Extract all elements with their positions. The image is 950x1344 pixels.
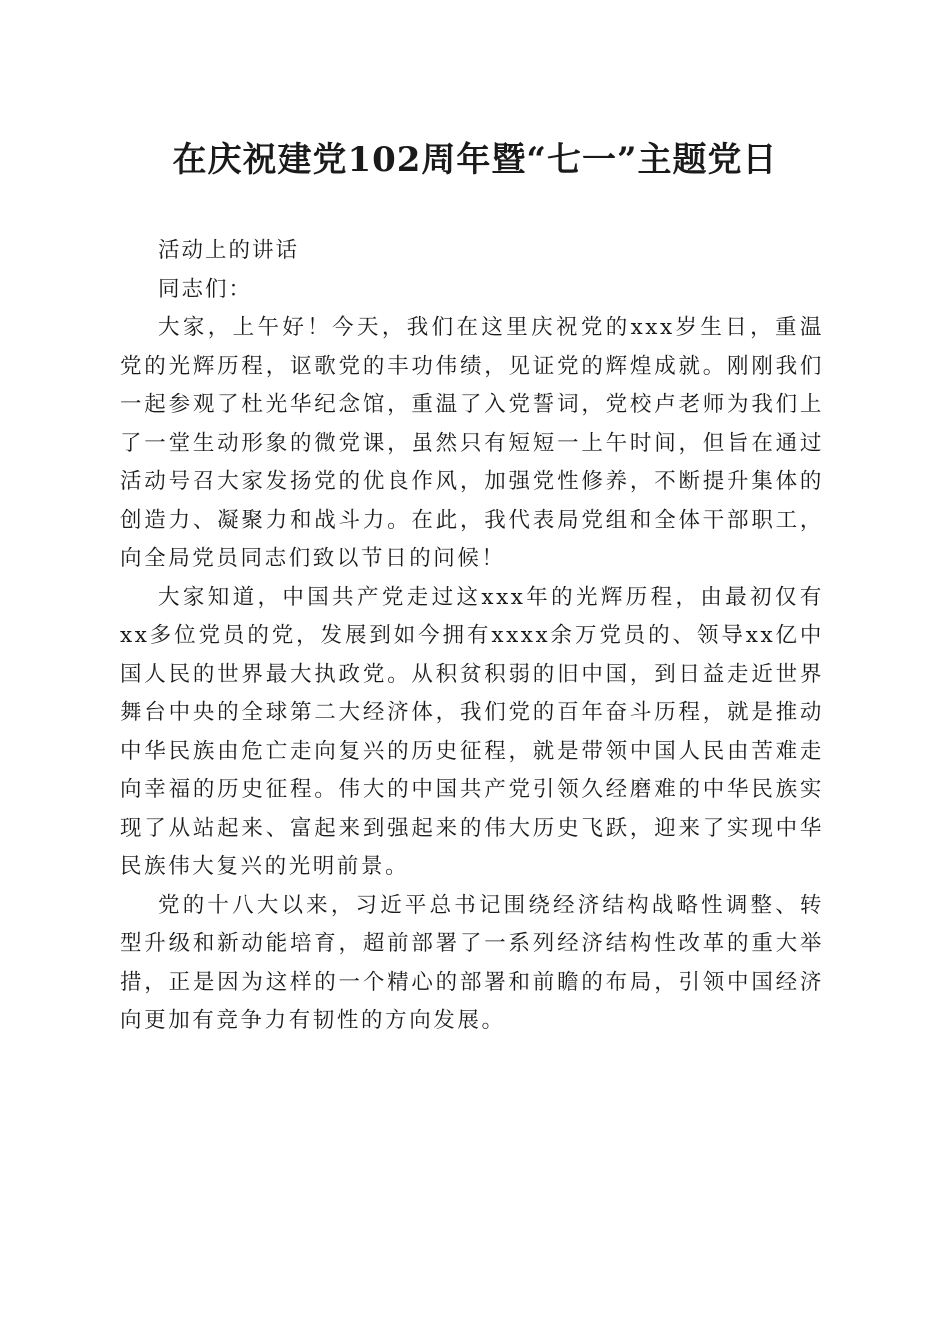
salutation: 同志们： [158, 276, 253, 302]
document-title: 在庆祝建党102周年暨“七一”主题党日 [172, 140, 778, 180]
paragraph: 大家知道，中国共产党走过这xxx年的光辉历程，由最初仅有xx多位党员的党，发展到如今拥有xxxx余万党员的、领导xx亿中国人民的世界最大执政党。从积贫积弱的旧中国，到日益走近世界舞台中央的全球第二大经济体，我们党的百年奋斗历程，就是推动中华民族由危亡走向复兴的历史征程，就是带领中国人民由苦难走向幸福的历史征程。伟大的中国共产党引领久经磨难的中华民族实现了从站起来、富起来到强起来的伟大历史飞跃，迎来了实现中华民族伟大复兴的光明前景。 [120, 584, 824, 879]
paragraph: 党的十八大以来，习近平总书记围绕经济结构战略性调整、转型升级和新动能培育，超前部署了一系列经济结构性改革的重大举措，正是因为这样的一个精心的部署和前瞻的布局，引领中国经济向更加有竞争力有韧性的方向发展。 [120, 892, 824, 1033]
paragraph: 大家，上午好！今天，我们在这里庆祝党的xxx岁生日，重温党的光辉历程，讴歌党的丰功伟绩，见证党的辉煌成就。刚刚我们一起参观了杜光华纪念馆，重温了入党誓词，党校卢老师为我们上了一堂生动形象的微党课，虽然只有短短一上午时间，但旨在通过活动号召大家发扬党的优良作风，加强党性修养，不断提升集体的创造力、凝聚力和战斗力。在此，我代表局党组和全体干部职工，向全局党员同志们致以节日的问候！ [120, 315, 824, 571]
document-subtitle: 活动上的讲话 [158, 238, 300, 263]
document-body [120, 232, 824, 1041]
